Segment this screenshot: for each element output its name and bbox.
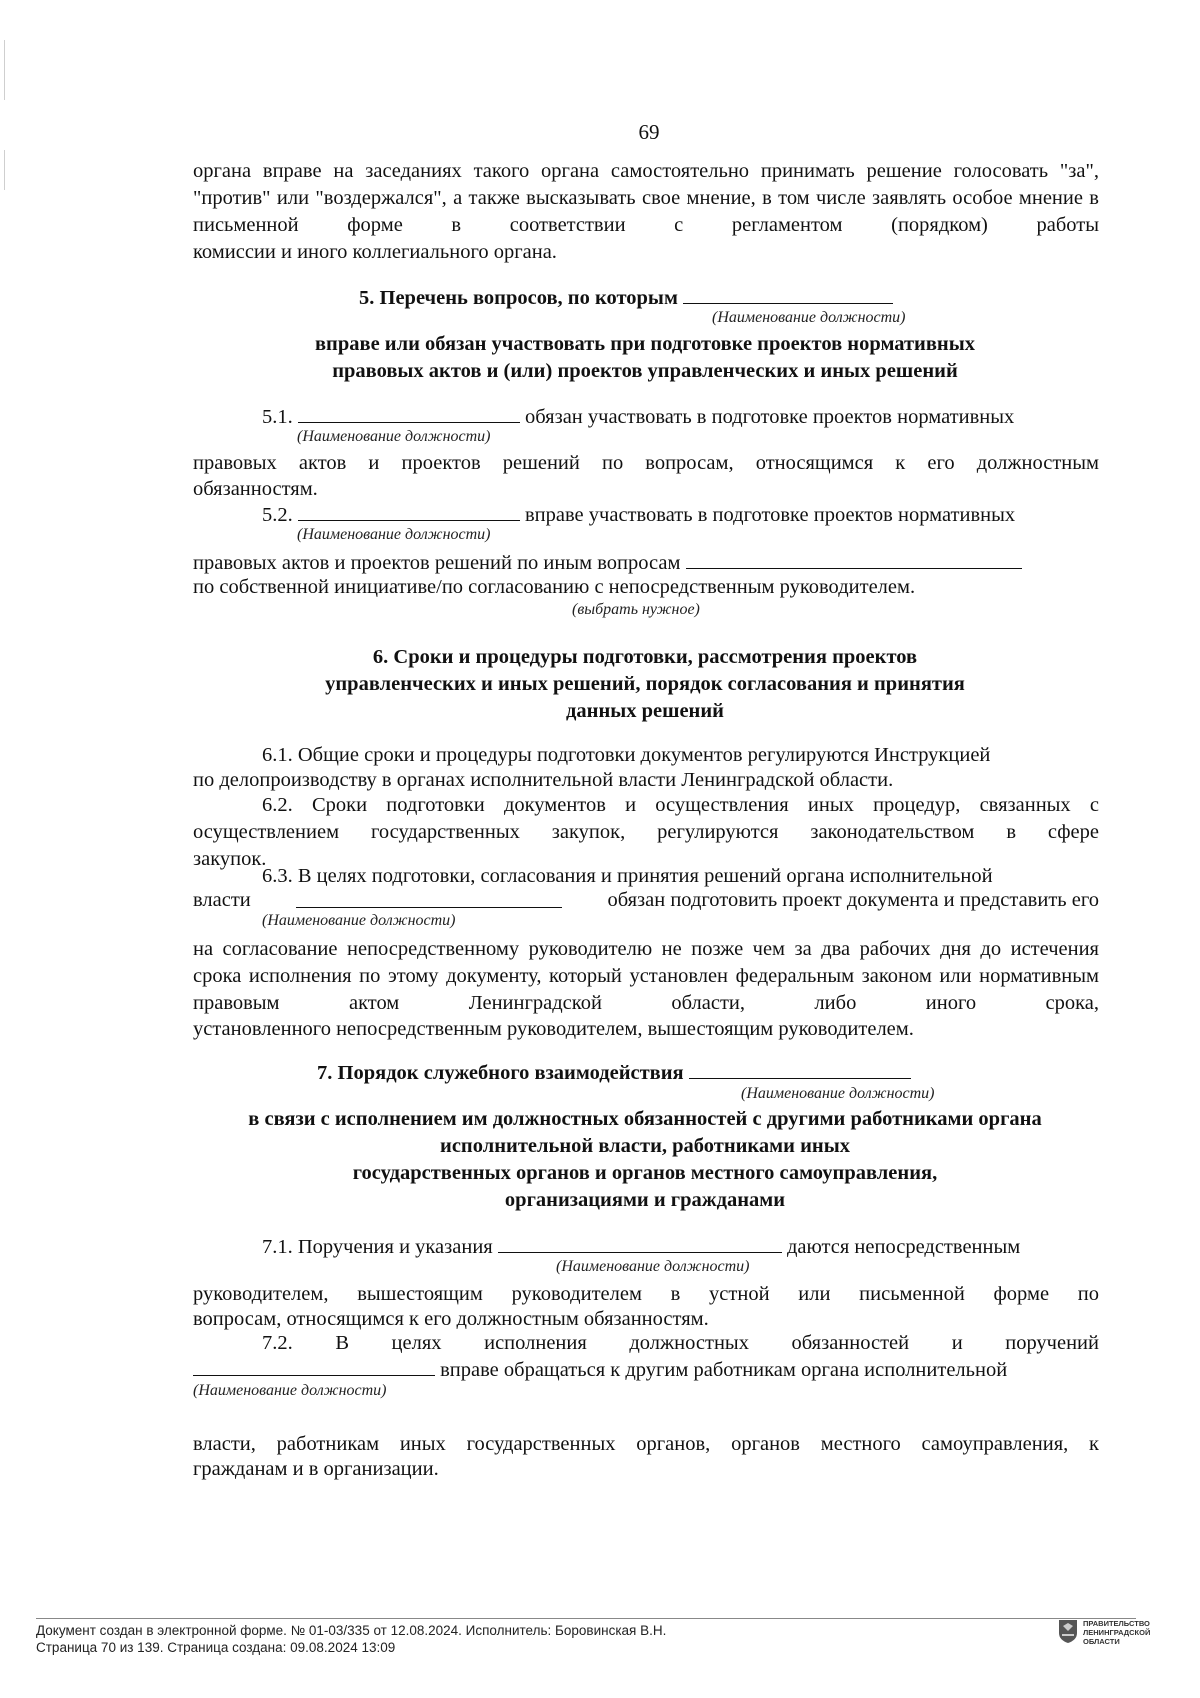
clause-6-2-end: закупок. [193,848,267,870]
clause-6-3-continuation: на согласование непосредственному руководителю не позже чем за два рабочих дня до истечения срока исполнения по этому документу, который установлен федеральным законом или нормативным правовым актом Ленинградской области, либо иного срока, [193,938,1099,1014]
section5-title-line3: правовых актов и (или) проектов управленческих и иных решений [332,360,958,382]
clause-5-1-end: обязанностям. [193,478,318,500]
clause-7-2: 7.2. В целях исполнения должностных обязанностей и поручений [262,1332,1099,1354]
government-label: ПРАВИТЕЛЬСТВО ЛЕНИНГРАДСКОЙ ОБЛАСТИ [1083,1619,1151,1646]
page-number: 69 [638,120,660,144]
position-hint: (Наименование должности) [556,1258,750,1275]
position-blank [296,887,562,908]
position-hint: (Наименование должности) [297,428,491,445]
clause-6-3-line2: власти обязан подготовить проект документа и представить его [193,889,1099,911]
clause-7-2-end: гражданам и в организации. [193,1458,439,1480]
clause-7-1-continuation: руководителем, вышестоящим руководителем в устной или письменной форме по [193,1283,1099,1305]
section6-title-line3: данных решений [566,700,724,722]
position-blank [298,402,520,423]
clause-5-1-continuation: правовых актов и проектов решений по вопросам, относящимся к его должностным [193,452,1099,474]
section5-title: 5. Перечень вопросов, по которым [359,283,893,312]
footer-line-2: Страница 70 из 139. Страница создана: 09.08.2024 13:09 [36,1640,396,1655]
section6-title-line2: управленческих и иных решений, порядок согласования и принятия [325,673,965,695]
section6-title-line1: 6. Сроки и процедуры подготовки, рассмотрения проектов [372,646,918,668]
position-hint: (Наименование должности) [262,912,456,929]
clause-6-3-end: установленного непосредственным руководителем, вышестоящим руководителем. [193,1018,914,1040]
clause-5-1: 5.1. обязан участвовать в подготовке проектов нормативных [262,402,1014,431]
intro-paragraph: органа вправе на заседаниях такого органа самостоятельно принимать решение голосовать "за", "против" или "воздержался", а также высказывать свое мнение, в том числе заявлять особое мнение в письменной форме в соответствии с регламентом (порядком) работы [193,160,1099,236]
position-blank [683,283,893,304]
clause-5-2-continuation: правовых актов и проектов решений по иным вопросам [193,548,1022,577]
clause-6-1: 6.1. Общие сроки и процедуры подготовки документов регулируются Инструкцией [262,744,991,766]
clause-6-1-end: по делопроизводству в органах исполнительной власти Ленинградской области. [193,769,894,791]
clause-7-1-end: вопросам, относящимся к его должностным обязанностям. [193,1308,709,1330]
section7-title: 7. Порядок служебного взаимодействия [317,1058,911,1087]
choose-hint: (выбрать нужное) [572,601,700,618]
section7-title-line3: исполнительной власти, работниками иных [440,1135,850,1157]
section7-title-line2: в связи с исполнением им должностных обязанностей с другими работниками органа [248,1108,1042,1130]
intro-paragraph-end: комиссии и иного коллегиального органа. [193,241,557,263]
position-blank [298,500,520,521]
clause-6-2: 6.2. Сроки подготовки документов и осуществления иных процедур, связанных с осуществлением государственных закупок, регулируются законодательством в сфере [193,794,1099,843]
clause-5-2-end: по собственной инициативе/по согласованию с непосредственным руководителем. [193,576,916,598]
footer-line-1: Документ создан в электронной форме. № 01-03/335 от 12.08.2024. Исполнитель: Боровинская В.Н. [36,1623,667,1638]
clause-7-1: 7.1. Поручения и указания даются непосредственным [262,1232,1020,1261]
footer-divider [36,1618,1136,1619]
clause-7-2-continuation: власти, работникам иных государственных органов, органов местного самоуправления, к [193,1433,1099,1455]
government-emblem-icon [1057,1618,1079,1644]
position-hint: (Наименование должности) [712,309,906,326]
scan-edge-mark [4,40,5,100]
electronic-signature-footer [36,1622,666,1656]
clause-6-3: 6.3. В целях подготовки, согласования и принятия решений органа исполнительной [262,865,993,887]
clause-7-2-line2: вправе обращаться к другим работникам органа исполнительной [193,1355,1007,1384]
position-hint: (Наименование должности) [741,1085,935,1102]
question-blank [686,548,1022,569]
section7-title-line4: государственных органов и органов местного самоуправления, [352,1162,938,1184]
position-hint: (Наименование должности) [297,526,491,543]
section5-title-line2: вправе или обязан участвовать при подготовке проектов нормативных [314,333,976,355]
position-blank [193,1355,435,1376]
position-blank [689,1058,911,1079]
scan-edge-mark [4,150,5,190]
section7-title-line5: организациями и гражданами [504,1189,786,1211]
position-hint: (Наименование должности) [193,1382,387,1399]
position-blank [498,1232,782,1253]
clause-5-2: 5.2. вправе участвовать в подготовке проектов нормативных [262,500,1015,529]
